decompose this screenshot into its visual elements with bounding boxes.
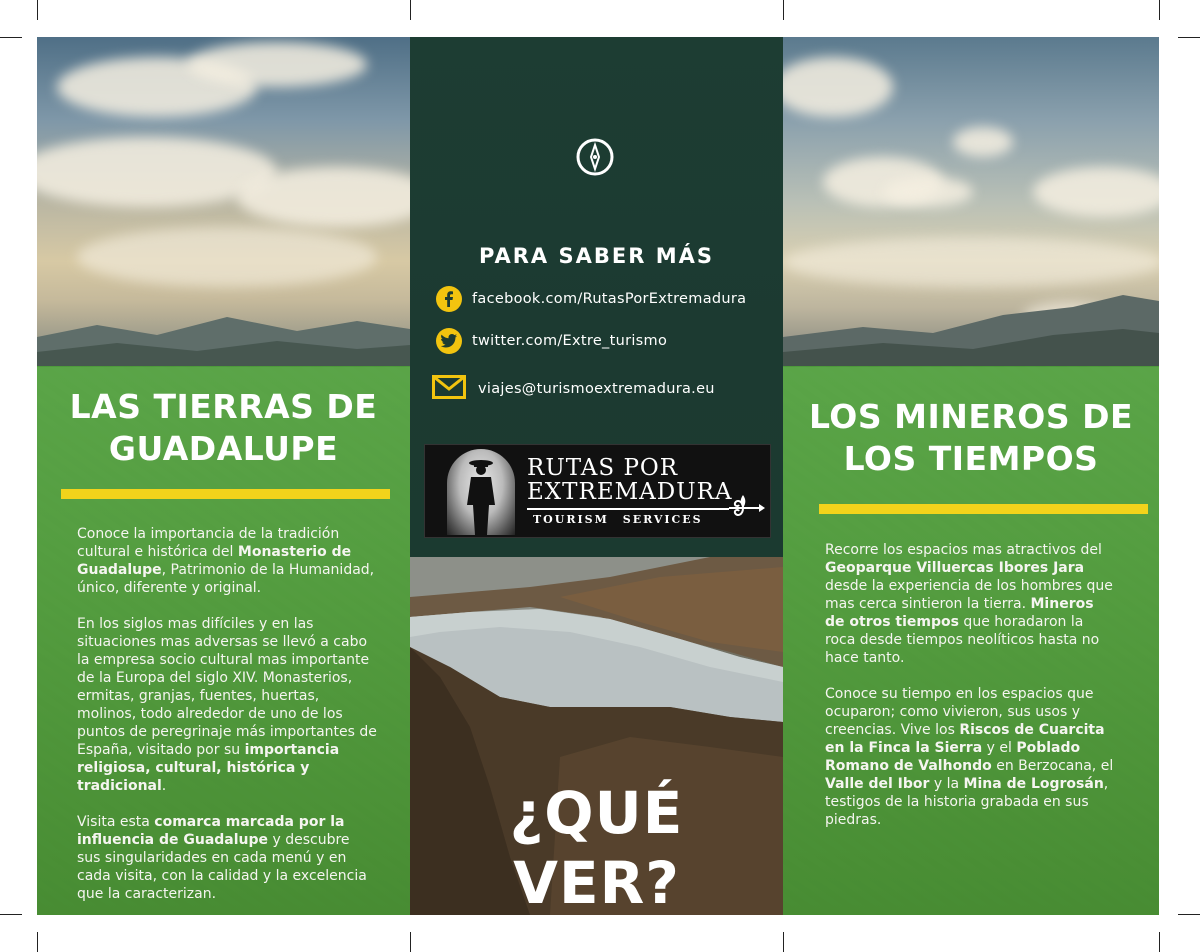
- bold-text: importancia religiosa, cultural, histórica y tradicional: [77, 742, 340, 794]
- bold-text: Poblado Romano de Valhondo: [825, 740, 1081, 774]
- text-run: Visita esta: [77, 814, 155, 830]
- text-run: , Patrimonio de la Humanidad, único, diferente y original.: [77, 562, 375, 596]
- text-run: y el: [982, 740, 1017, 756]
- contact-text: facebook.com/RutasPorExtremadura: [472, 291, 747, 307]
- bold-text: Monasterio de Guadalupe: [77, 544, 352, 578]
- twitter-link[interactable]: [436, 326, 667, 356]
- text-run: que horadaron la roca desde tiempos neolíticos hasta no hace tanto.: [825, 614, 1100, 666]
- heading-line: VER?: [513, 849, 680, 915]
- text-run: en Berzocana, el: [991, 758, 1114, 774]
- crop-mark: [37, 0, 38, 20]
- text-run: Conoce la importancia de la tradición cultural e histórica del: [77, 526, 340, 560]
- paragraph: [77, 525, 377, 597]
- text-run: En los siglos mas difíciles y en las situaciones mas adversas se llevó a cabo la empresa socio cultural mas importante de la Europa del siglo XIV. Monasterios, ermitas, granjas, fuentes, huertas, molinos, todo alrededor de uno de los puntos de peregrinaje más importantes de España, visitado por su: [77, 616, 377, 758]
- brand-logo: [424, 444, 771, 538]
- crop-mark: [1159, 932, 1160, 952]
- title-line: LOS TIEMPOS: [843, 439, 1099, 478]
- text-run: desde la experiencia de los hombres que mas cerca sintieron la tierra.: [825, 578, 1113, 612]
- text-run: y la: [929, 776, 964, 792]
- bold-text: Valle del Ibor: [825, 776, 930, 792]
- bold-text: comarca marcada por la influencia de Guadalupe: [77, 814, 345, 848]
- crop-mark: [0, 37, 22, 38]
- crop-mark: [37, 932, 38, 952]
- email-link[interactable]: [432, 374, 715, 404]
- fleur-de-lis-icon: [729, 491, 765, 521]
- heading-line: ¿QUÉ: [509, 779, 684, 847]
- title-line: GUADALUPE: [108, 429, 339, 468]
- text-box: [37, 366, 410, 915]
- twitter-icon: [436, 328, 462, 354]
- crop-mark: [410, 0, 411, 20]
- paragraph: [825, 541, 1115, 667]
- crop-mark: [410, 932, 411, 952]
- tagline-word: SERVICES: [622, 513, 703, 526]
- paragraph: [825, 685, 1115, 829]
- bold-text: Riscos de Cuarcita en la Finca la Sierra: [825, 722, 1105, 756]
- section-title: [783, 396, 1159, 480]
- text-run: Recorre los espacios mas atractivos del: [825, 542, 1102, 558]
- text-run: .: [161, 778, 167, 794]
- crop-mark: [783, 0, 784, 20]
- paragraph: [77, 615, 377, 795]
- logo-image: [447, 449, 515, 535]
- right-panel: [783, 37, 1159, 915]
- crop-mark: [783, 932, 784, 952]
- title-line: LAS TIERRAS DE: [69, 387, 378, 426]
- landscape-photo: [37, 37, 410, 367]
- logo-text: RUTAS POR: [527, 455, 679, 481]
- contact-text: viajes@turismoextremadura.eu: [478, 381, 715, 397]
- logo-rule: [527, 508, 729, 510]
- crop-mark: [0, 914, 22, 915]
- facebook-link[interactable]: [436, 284, 746, 314]
- middle-panel: [410, 37, 783, 915]
- text-run: y descubre sus singularidades en cada menú y en cada visita, con la calidad y la excelencia que la caracterizan.: [77, 832, 367, 902]
- section-title: [37, 386, 410, 470]
- crop-mark: [1178, 914, 1200, 915]
- section-heading: PARA SABER MÁS: [479, 244, 714, 268]
- text-run: Conoce su tiempo en los espacios que ocuparon; como vivieron, sus usos y creencias. Vive los: [825, 686, 1094, 738]
- crop-mark: [1159, 0, 1160, 20]
- title-underline: [61, 489, 390, 499]
- bold-text: Geoparque Villuercas Ibores Jara: [825, 560, 1085, 576]
- body-text: [77, 525, 377, 915]
- que-ver-heading: [410, 778, 783, 915]
- paragraph: [77, 813, 377, 903]
- body-text: [825, 541, 1115, 847]
- title-line: LOS MINEROS DE: [808, 397, 1134, 436]
- tagline-word: TOURISM: [533, 513, 609, 526]
- bold-text: Mineros de otros tiempos: [825, 596, 1094, 630]
- logo-text: EXTREMADURA: [527, 479, 733, 505]
- mail-icon: [432, 375, 466, 403]
- facebook-icon: [436, 286, 462, 312]
- text-box: [783, 366, 1159, 915]
- contact-text: twitter.com/Extre_turismo: [472, 333, 668, 349]
- info-area: [410, 37, 783, 557]
- logo-tagline: [533, 513, 703, 526]
- title-underline: [819, 504, 1148, 514]
- bold-text: Mina de Logrosán: [963, 776, 1104, 792]
- left-panel: [37, 37, 410, 915]
- landscape-photo: [783, 37, 1159, 367]
- compass-icon: [575, 137, 615, 177]
- text-run: , testigos de la historia grabada en sus piedras.: [825, 776, 1109, 828]
- crop-mark: [1178, 37, 1200, 38]
